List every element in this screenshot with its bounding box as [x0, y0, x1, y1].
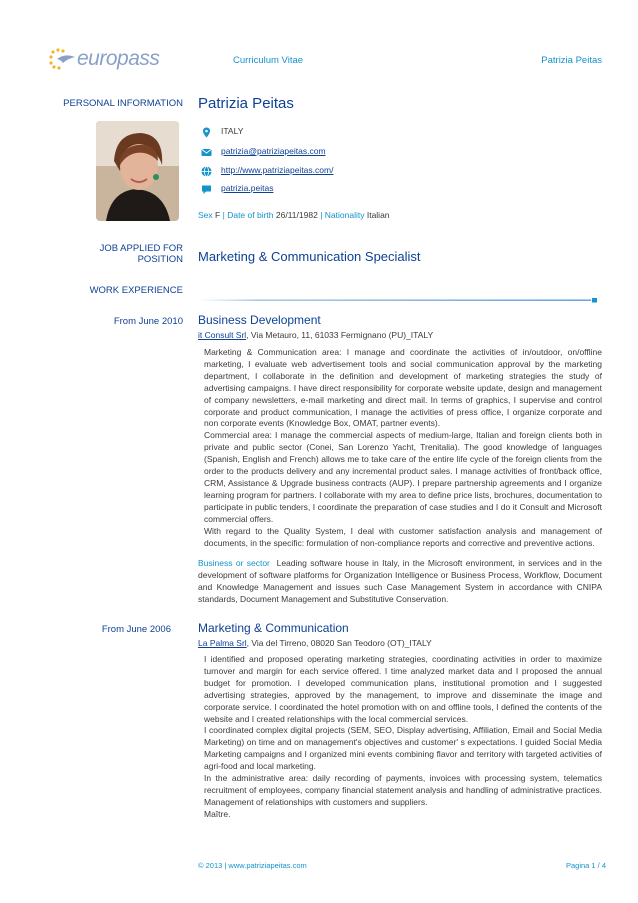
personal-meta: Sex F | Date of birth 26/11/1982 | Nationality Italian	[198, 210, 390, 220]
email-icon	[201, 145, 212, 156]
location-icon	[201, 125, 212, 136]
nationality-value: Italian	[366, 210, 390, 220]
business-sector-text: Leading software house in Italy, in the Microsoft environment, in services and in the development of software platforms for Organization Intelligence or Business Process, Workflow, Document and Knowledge Management and issues such Case Management System in accordance with CNIPA standards, Document Management and Substitutive Conservation.	[198, 558, 602, 604]
dob-label: Date of birth	[227, 210, 274, 220]
description-paragraph: Commercial area: I manage the commercial aspects of medium-large, Italian and foreign clients both in private and public sector (Conei, San Lorenzo Yacht, Trenitalia). The good knowledge of languages (Spanish, English and French) allows me to take care of the entire life cycle of the foreign clients from the order to the products delivery and any incremental product sales. I manage activities of front/back office, CRM, Assistance & Upgrade business contracts (AUP). I prepare partnership agreements and I organize learning program for partners. I collaborate with my area to define price lists, brochures, documentation to participate in public tenders, I coordinate the preparation of case studies and I do it Consult and Microsoft commercial offers.	[204, 430, 602, 524]
entry-employer	[198, 330, 433, 340]
email-link[interactable]: patrizia@patriziapeitas.com	[221, 146, 326, 156]
sex-value: F	[215, 210, 221, 220]
im-link[interactable]: patrizia.peitas	[221, 183, 274, 193]
profile-photo	[96, 121, 179, 221]
description-paragraph: Maître.	[204, 808, 231, 819]
entry-title: Marketing & Communication	[198, 621, 349, 635]
address-text: ITALY	[221, 126, 244, 136]
nationality-label: Nationality	[324, 210, 365, 220]
description-paragraph: With regard to the Quality System, I deal with customer satisfaction analysis and management of documents, in the specific: formulation of non-compliance reports and corrective and preventive actions.	[204, 525, 602, 548]
europass-logo	[47, 46, 159, 72]
description-paragraph: Marketing & Communication area: I manage and coordinate the activities of in/outdoor, on/offline marketing, I evaluate web advertisement tools and social communication approval by the marketing department, I collaborate in the definition and development of marketing strategies the study of advertising campaigns. I have direct responsibility for corporate website update, design and management of company newsletters, e-mail marketing and direct mail. In terms of graphics, I supervise and control corporate and product communication, I manage the activities of press office, I organize corporate and non corporate events (Knowledge Box, OMAT, partner events).	[204, 347, 602, 429]
description-paragraph: I coordinated complex digital projects (SEM, SEO, Display advertising, Affiliation, Email and Social Media Marketing) on time and on management's objectives and customer' s expectations. I guided Social Media Marketing campaigns and I organized mini events combining flavor and territory with targeted activities of agri-food and local marketing.	[204, 725, 602, 772]
europass-stars-icon	[47, 47, 77, 71]
employer-address: , Via Metauro, 11, 61033 Fermignano (PU)_ITALY	[246, 330, 434, 340]
section-divider	[198, 290, 598, 296]
entry-date: From June 2006	[101, 624, 171, 635]
job-label-line2: POSITION	[137, 254, 183, 265]
description-paragraph: I identified and proposed operating marketing strategies, coordinating activities in order to maximize turnover and margin for each service offered. I time analyzed market data and I proposed the annual budget for promotion. I developed communication plans, institutional promotion and I suggested advertising strategies, approved by the management, to improve and disseminate the image and corporate service. I coordinated the hotel promotion with on and offline tools, I defined the contents of the website and I created relationships with the local commercial services.	[204, 654, 602, 724]
header-title: Curriculum Vitae	[233, 55, 304, 66]
entry-date: From June 2010	[113, 316, 183, 327]
business-sector	[198, 558, 602, 606]
section-label-job	[33, 243, 183, 265]
entry-description	[204, 347, 602, 549]
description-paragraph: In the administrative area: daily recording of payments, invoices with processing system, telematics recruitment of employees, company financial statement analysis and handling of administrative practices. Management of relationships with customers and suppliers.	[204, 773, 602, 807]
dob-value: 26/11/1982	[275, 210, 318, 220]
person-name: Patrizia Peitas	[198, 95, 294, 112]
website-link[interactable]: http://www.patriziapeitas.com/	[221, 165, 334, 175]
employer-link[interactable]: it Consult Srl	[198, 330, 247, 340]
employer-link[interactable]: La Palma Srl	[198, 638, 247, 648]
sex-label: Sex	[198, 210, 213, 220]
chat-icon	[201, 182, 212, 193]
entry-description	[204, 654, 602, 821]
job-label-line1: JOB APPLIED FOR	[99, 243, 183, 254]
employer-address: , Via del Tirreno, 08020 San Teodoro (OT)_ITALY	[246, 638, 432, 648]
header-name: Patrizia Peitas	[541, 55, 602, 66]
section-label-work: WORK EXPERIENCE	[89, 285, 183, 296]
website-icon	[201, 164, 212, 175]
job-applied-value: Marketing & Communication Specialist	[198, 249, 421, 264]
europass-logo-text: europass	[77, 47, 160, 70]
section-label-personal: PERSONAL INFORMATION	[63, 98, 183, 109]
footer-copyright: © 2013 | www.patriziapeitas.com	[198, 861, 307, 870]
entry-employer	[198, 638, 432, 648]
business-sector-label: Business or sector	[198, 558, 270, 568]
footer-page-number: Pagina 1 / 4	[565, 861, 606, 870]
entry-title: Business Development	[198, 313, 321, 327]
